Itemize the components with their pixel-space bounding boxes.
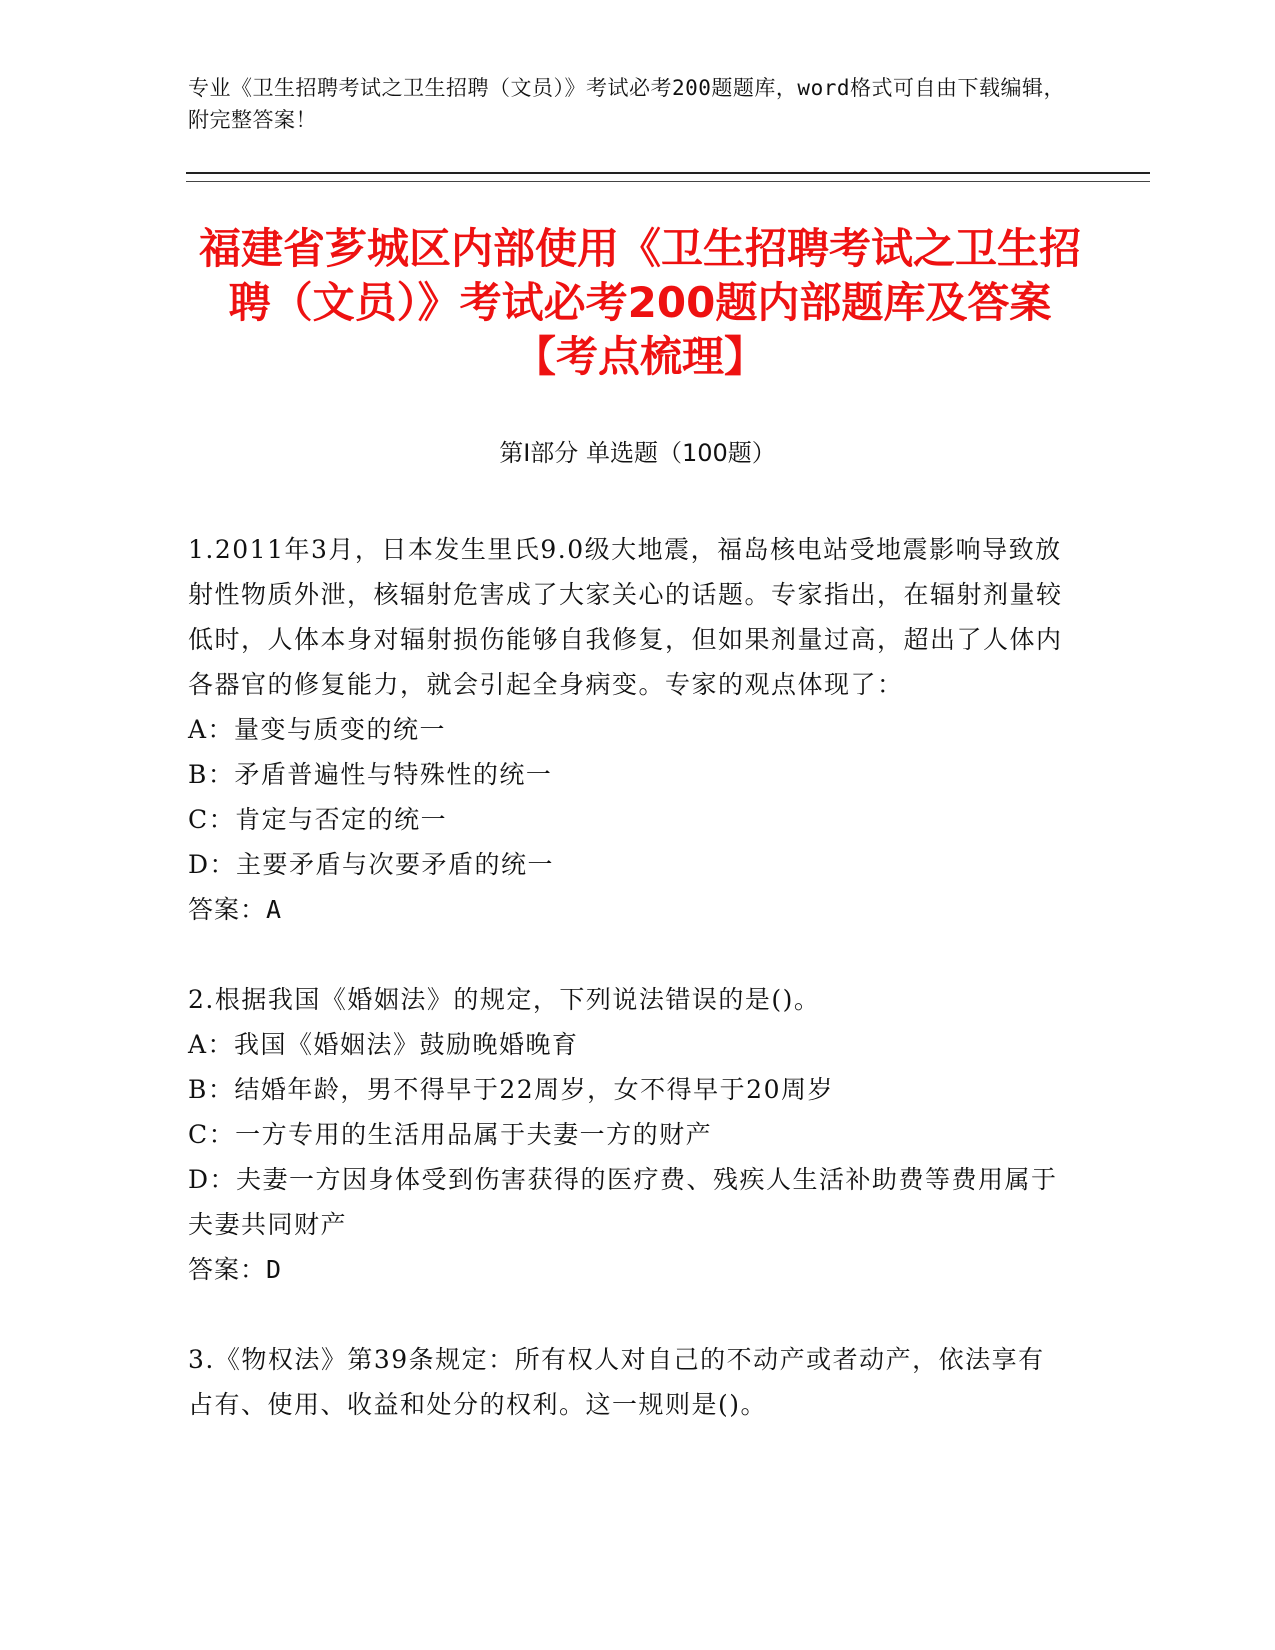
option-d: D：主要矛盾与次要矛盾的统一 <box>188 850 555 879</box>
section-title: 第I部分 单选题（100题） <box>499 439 776 467</box>
option-a: A：量变与质变的统一 <box>188 715 447 744</box>
option-a: A：我国《婚姻法》鼓励晚婚晚育 <box>188 1030 579 1059</box>
header-rule-thin <box>186 181 1150 182</box>
answer-label: 答案： <box>188 895 267 924</box>
question-3 <box>188 1337 1068 1427</box>
question-1 <box>188 527 1068 932</box>
option-b: B：矛盾普遍性与特殊性的统一 <box>188 760 553 789</box>
question-stem: 3.《物权法》第39条规定：所有权人对自己的不动产或者动产，依法享有占有、使用、收益和处分的权利。这一规则是()。 <box>188 1345 1045 1419</box>
answer-value: A <box>266 895 283 924</box>
question-2 <box>188 977 1068 1292</box>
answer-value: D <box>266 1255 283 1284</box>
option-d: D：夫妻一方因身体受到伤害获得的医疗费、残疾人生活补助费等费用属于夫妻共同财产 <box>188 1165 1058 1239</box>
header-note: 专业《卫生招聘考试之卫生招聘（文员）》考试必考200题题库，word格式可自由下载编辑，附完整答案！ <box>188 76 1065 132</box>
answer <box>188 887 1068 932</box>
header-rule-thick <box>186 172 1150 174</box>
option-c: C：一方专用的生活用品属于夫妻一方的财产 <box>188 1120 713 1149</box>
answer <box>188 1247 1068 1292</box>
option-c: C：肯定与否定的统一 <box>188 805 448 834</box>
question-stem: 2.根据我国《婚姻法》的规定，下列说法错误的是()。 <box>188 985 821 1014</box>
document-title: 福建省芗城区内部使用《卫生招聘考试之卫生招聘（文员）》考试必考200题内部题库及答案【考点梳理】 <box>198 224 1081 381</box>
question-list <box>188 527 1068 1472</box>
option-b: B：结婚年龄，男不得早于22周岁，女不得早于20周岁 <box>188 1075 834 1104</box>
question-stem: 1.2011年3月，日本发生里氏9.0级大地震，福岛核电站受地震影响导致放射性物质外泄，核辐射危害成了大家关心的话题。专家指出，在辐射剂量较低时，人体本身对辐射损伤能够自我修复，但如果剂量过高，超出了人体内各器官的修复能力，就会引起全身病变。专家的观点体现了： <box>188 535 1063 699</box>
answer-label: 答案： <box>188 1255 267 1284</box>
